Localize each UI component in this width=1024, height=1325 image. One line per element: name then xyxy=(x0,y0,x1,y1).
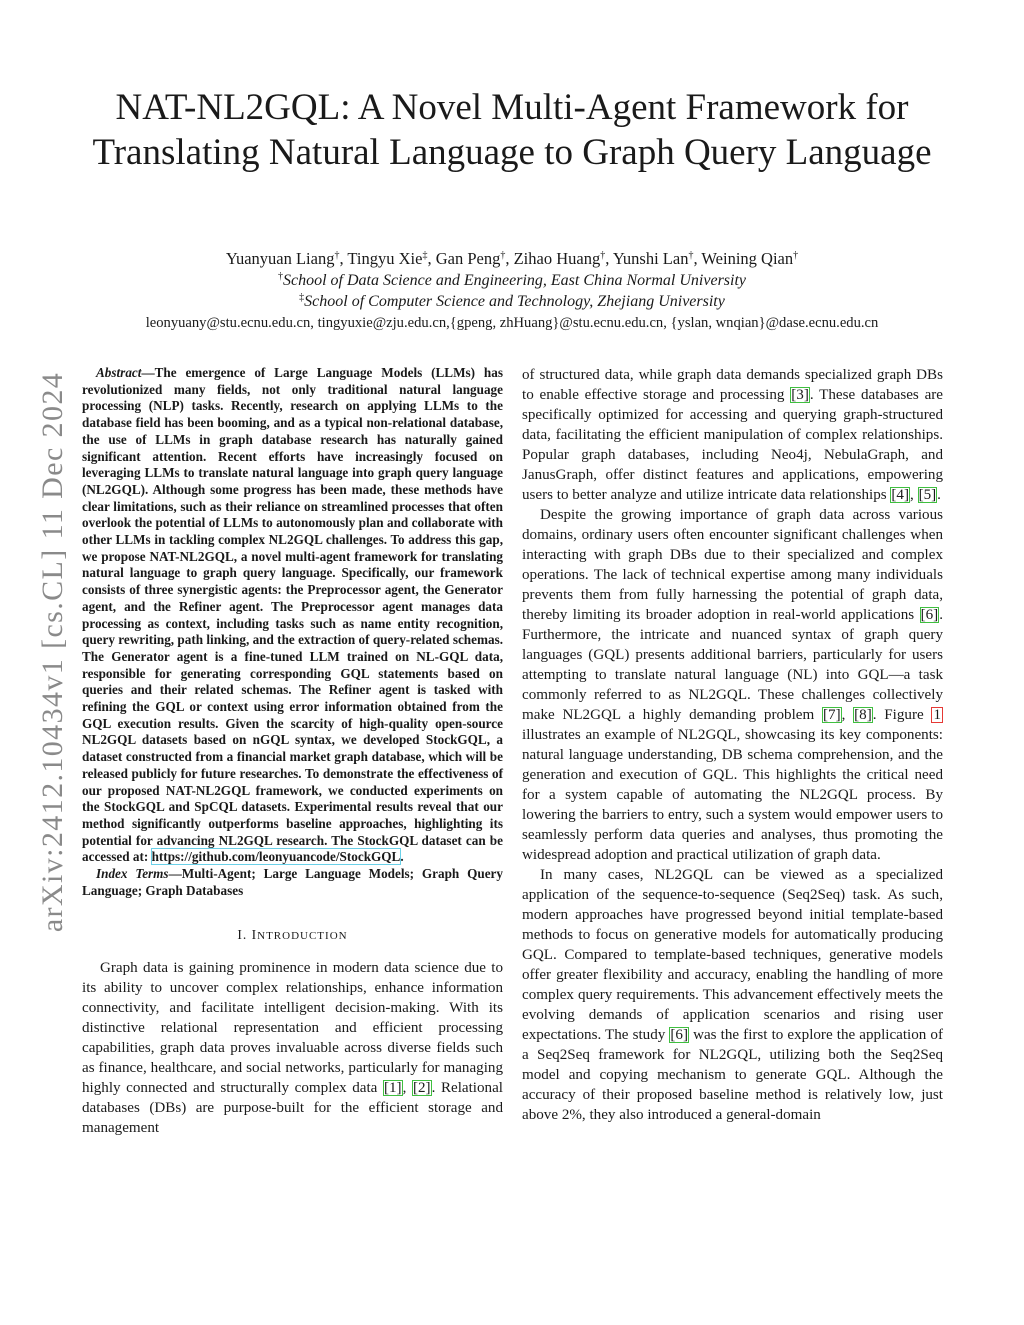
index-terms-body: —Multi-Agent; Large Language Models; Graph Query Language; Graph Databases xyxy=(82,866,504,898)
arxiv-identifier: arXiv:2412.10434v1 [cs.CL] 11 Dec 2024 xyxy=(36,371,69,933)
author-affiliation-mark: † xyxy=(688,250,694,261)
author-name: Weining Qian xyxy=(701,249,794,268)
section-title-rest: NTRODUCTION xyxy=(257,929,348,942)
citation-link[interactable]: [4] xyxy=(891,487,910,503)
author-name: Yunshi Lan xyxy=(612,249,689,268)
author-affiliation-mark: ‡ xyxy=(422,250,428,261)
paragraph-text: . Figure xyxy=(872,707,932,723)
citation-link[interactable]: [6] xyxy=(920,607,939,623)
figure-reference-link[interactable]: 1 xyxy=(933,707,941,723)
abstract-end: . xyxy=(400,849,404,865)
paragraph-text: . xyxy=(937,487,941,503)
author-affiliation-mark: † xyxy=(334,250,340,261)
dataset-url-link[interactable]: https://github.com/leonyuancode/StockGQL xyxy=(151,849,401,865)
author-list: Yuanyuan Liang†, Tingyu Xie‡, Gan Peng†, Zihao Huang†, Yunshi Lan†, Weining Qian† xyxy=(225,249,799,268)
section-first-letter: I xyxy=(251,926,258,942)
author-affiliation-mark: † xyxy=(793,250,799,261)
paragraph-text: . These databases are specifically optimized for accessing and querying graph-structured data, facilitating the efficient manipulation of complex relationships. Popular graph databases, including Neo4j, NebulaGraph, and JanusGraph, offer distinct features and applications, empowering users to better analyze and utilize intricate data relationships xyxy=(522,387,943,503)
affiliation-line xyxy=(80,271,944,291)
author-name: Zihao Huang xyxy=(513,249,601,268)
abstract-body: —The emergence of Large Language Models (LLMs) has revolutionized many fields, not only traditional natural language processing (NLP) tasks. Recently, research on applying LLMs to the database field has been booming, and as a typical non-relational database, the use of LLMs in graph database research has naturally gained significant attention. Recent efforts have increasingly focused on leveraging LLMs to translate natural language into graph query language (NL2GQL). Although some progress has been made, these methods have clear limitations, such as their reliance on streamlined processes that often overlook the potential of LLMs to autonomously plan and collaborate with other LLMs in tackling complex NL2GQL challenges. To address this gap, we propose NAT-NL2GQL, a novel multi-agent framework for translating natural language to graph query language. Specifically, our framework consists of three synergistic agents: the Preprocessor agent, the Generator agent, and the Refiner agent. The Preprocessor agent manages data processing as context, including tasks such as name entity recognition, query rewriting, path linking, and the extraction of query-related schemas. The Generator agent is a fine-tuned LLM trained on NL-GQL data, responsible for generating corresponding GQL statements based on queries and their related schemas. The Refiner agent is tasked with refining the GQL or context using error information obtained from the GQL execution results. Given the scarcity of high-quality open-source NL2GQL datasets based on nGQL syntax, we developed StockGQL, a dataset constructed from a financial market graph database, which will be released publicly for future researches. To demonstrate the effectiveness of our proposed NAT-NL2GQL framework, we conducted experiments on the StockGQL and SpCQL datasets. Experimental results reveal that our method significantly outperforms baseline approaches, highlighting its potential for advancing NL2GQL research. The StockGQL dataset can be accessed at: xyxy=(82,365,503,865)
affiliation-text: School of Computer Science and Technology, Zhejiang University xyxy=(304,293,725,310)
affiliation-text: School of Data Science and Engineering, East China Normal University xyxy=(282,272,747,289)
index-terms-lead: Index Terms xyxy=(96,866,169,882)
intro-paragraph xyxy=(522,865,943,1125)
paragraph-text: was the first to explore the application of a Seq2Seq framework for NL2GQL, utilizing both the Seq2Seq model and copying mechanism to generate GQL. Although the accuracy of their proposed baseline method is relatively low, just above 2%, they also introduced a general-domain xyxy=(522,1027,943,1123)
paragraph-text: , xyxy=(402,1079,412,1096)
author-name: Gan Peng xyxy=(435,249,501,268)
paragraph-text: . Furthermore, the intricate and nuanced syntax of graph query languages (GQL) presents additional barriers, particularly for users attempting to translate natural language (NL) into GQL—a task commonly referred to as NL2GQL. These challenges collectively make NL2GQL a highly demanding problem xyxy=(522,607,943,723)
title-block xyxy=(80,85,944,175)
citation-link[interactable]: [7] xyxy=(823,707,841,723)
section-heading-introduction xyxy=(82,925,503,946)
affiliation-mark: † xyxy=(277,271,283,282)
author-name: Tingyu Xie xyxy=(347,249,423,268)
left-column xyxy=(82,365,503,1138)
paragraph-text: , xyxy=(910,487,918,503)
section-numeral: I. xyxy=(237,926,252,942)
paragraph-text: Despite the growing importance of graph data across various domains, ordinary users often encounter significant challenges when interacting with graph DBs due to their specialized and complex operations. The lack of technical expertise among many individuals prevents them from fully harnessing the potential of graph data, thereby limiting its broader adoption in real-world applications xyxy=(522,507,943,623)
abstract-lead: Abstract xyxy=(96,365,142,380)
citation-link[interactable]: [1] xyxy=(383,1079,402,1096)
paragraph-text: Graph data is gaining prominence in modern data science due to its ability to uncover complex relationships, enhance information connectivity, and facilitate intelligent decision-making. With its distinctive relational representation and efficient processing capabilities, graph data proves invaluable across diverse fields such as finance, healthcare, and social networks, particularly for managing highly connected and structurally complex data xyxy=(82,959,503,1096)
author-affiliation-mark: † xyxy=(600,250,606,261)
paragraph-text: . Relational databases (DBs) are purpose-built for the efficient storage and management xyxy=(82,1079,503,1136)
paragraph-text: In many cases, NL2GQL can be viewed as a specialized application of the sequence-to-sequence (Seq2Seq) task. As such, modern approaches have progressed beyond initial template-based methods to focus on generative models for automatically producing GQL. Compared to template-based techniques, generative models offer greater flexibility and accuracy, enabling the handling of more complex query requirements. This advancement effectively meets the evolving demands of application scenarios and rising user expectations. The study xyxy=(522,867,943,1043)
paragraph-text: of structured data, while graph data demands specialized graph DBs to enable effective storage and processing xyxy=(522,367,943,403)
index-terms xyxy=(82,866,503,899)
intro-paragraph xyxy=(522,505,943,865)
intro-paragraph xyxy=(82,958,503,1138)
affiliation-line xyxy=(80,292,944,312)
author-emails: leonyuany@stu.ecnu.edu.cn, tingyuxie@zju.edu.cn,{gpeng, zhHuang}@stu.ecnu.edu.cn, {yslan, wnqian}@dase.ecnu.edu.cn xyxy=(145,315,879,331)
paragraph-text: , xyxy=(841,707,854,723)
intro-paragraph xyxy=(522,365,943,505)
abstract xyxy=(82,365,503,866)
citation-link[interactable]: [3] xyxy=(791,387,809,403)
author-name: Yuanyuan Liang xyxy=(225,249,335,268)
right-column xyxy=(522,365,943,1125)
citation-link[interactable]: [2] xyxy=(412,1079,431,1096)
author-affiliation-mark: † xyxy=(500,250,506,261)
paragraph-text: illustrates an example of NL2GQL, showcasing its key components: natural language understanding, DB schema comprehension, and the generation and execution of GQL. This highlights the critical need for a system capable of automating the NL2GQL process. By lowering the barriers to entry, such a system would empower users to seamlessly perform data queries and analyses, thus promoting the widespread adoption and practical utilization of graph data. xyxy=(522,727,943,863)
citation-link[interactable]: [8] xyxy=(854,707,872,723)
affiliation-mark: ‡ xyxy=(299,292,305,303)
citation-link[interactable]: [6] xyxy=(670,1027,688,1043)
paper-title: NAT-NL2GQL: A Novel Multi-Agent Framework for Translating Natural Language to Graph Query Language xyxy=(92,87,932,173)
citation-link[interactable]: [5] xyxy=(918,487,937,503)
